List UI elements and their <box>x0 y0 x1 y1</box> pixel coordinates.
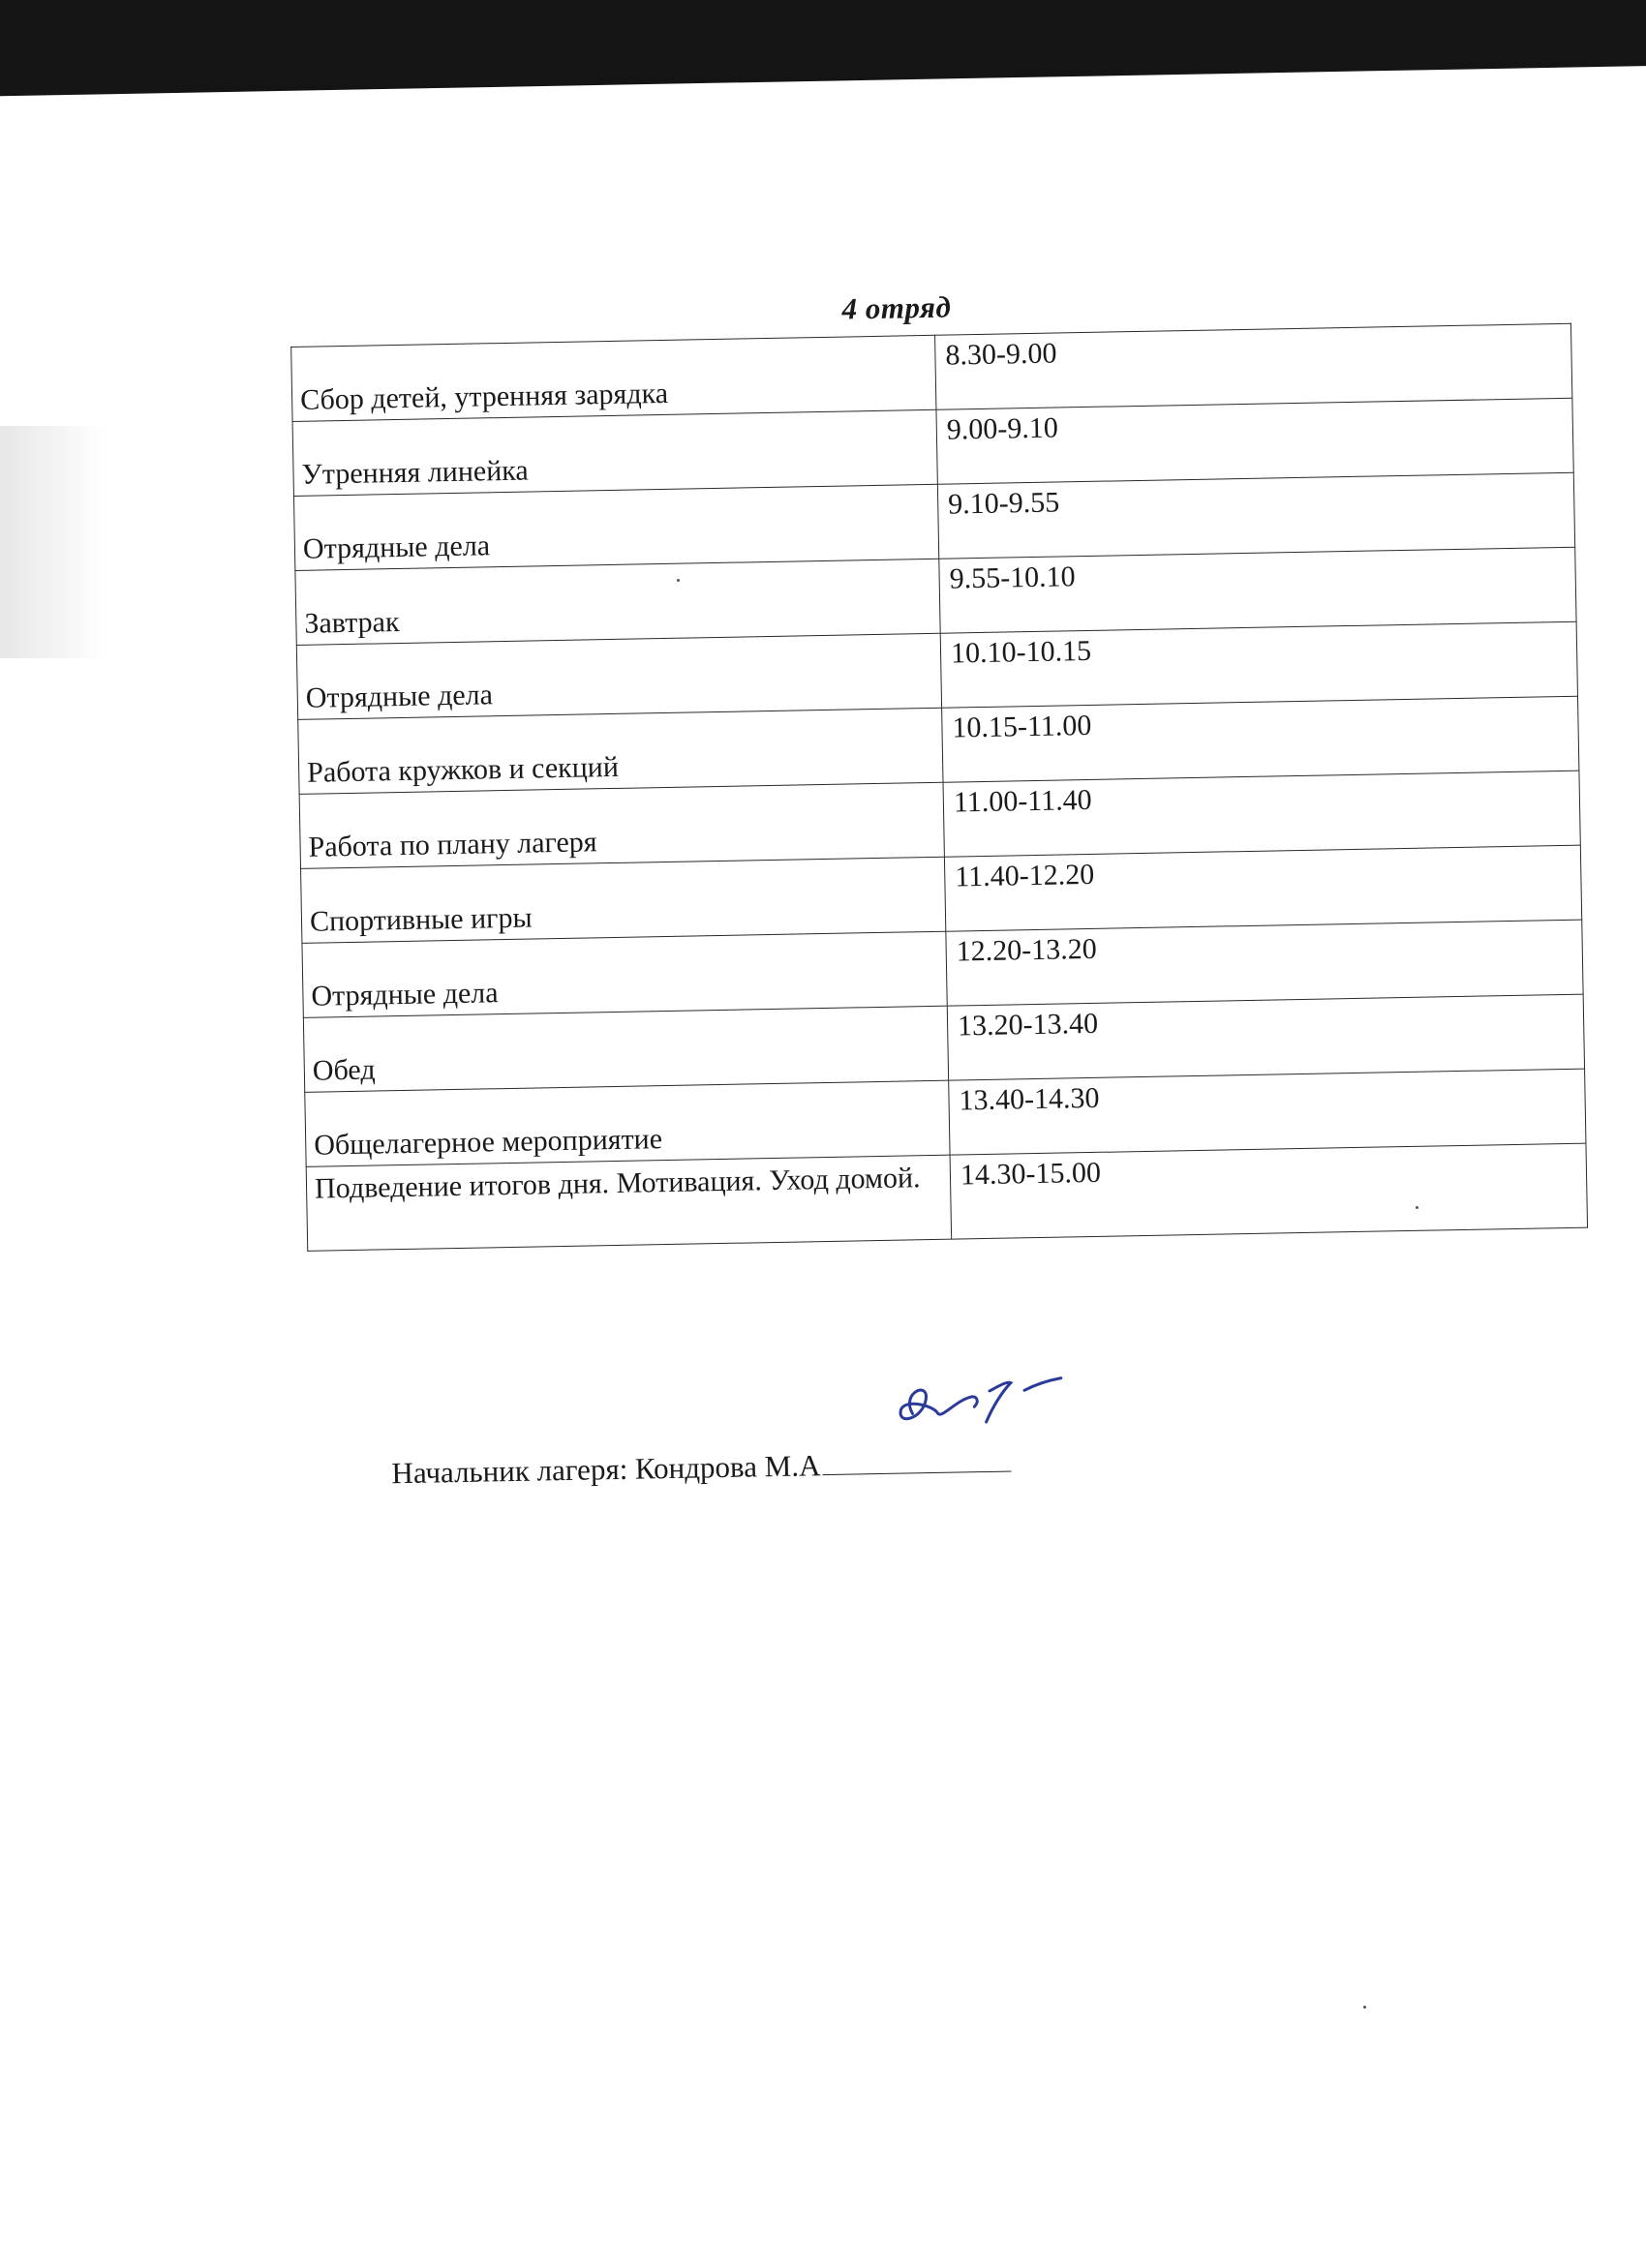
activity-label: Утренняя линейка <box>301 454 529 491</box>
time-label: 9.10-9.55 <box>947 486 1060 521</box>
signature-underline <box>822 1452 1011 1476</box>
scan-speck <box>1363 2006 1366 2009</box>
time-label: 13.20-13.40 <box>957 1007 1099 1043</box>
signature-label: Начальник лагеря: Кондрова М.А <box>391 1448 821 1491</box>
squad-title: 4 отряд <box>841 289 952 326</box>
activity-cell <box>301 857 946 943</box>
scan-speck <box>1416 1206 1418 1209</box>
activity-label: Подведение итогов дня. Мотивация. Уход домой. <box>314 1162 921 1205</box>
activity-label: Сбор детей, утренняя зарядка <box>299 377 669 416</box>
activity-cell <box>291 335 936 421</box>
time-cell <box>935 323 1572 409</box>
time-label: 9.00-9.10 <box>946 411 1059 446</box>
time-cell <box>943 771 1580 857</box>
daily-schedule-table <box>290 323 1588 1252</box>
activity-cell <box>302 931 947 1017</box>
activity-label: Отрядные дела <box>305 679 494 714</box>
handwritten-signature-icon <box>862 1360 1077 1451</box>
activity-cell <box>293 484 938 570</box>
time-cell <box>942 696 1579 782</box>
activity-cell <box>298 708 943 794</box>
time-label: 10.10-10.15 <box>950 634 1092 670</box>
time-cell <box>947 994 1584 1080</box>
time-label: 8.30-9.00 <box>945 337 1057 372</box>
time-label: 14.30-15.00 <box>960 1156 1102 1192</box>
time-label: 11.00-11.40 <box>953 783 1092 819</box>
activity-cell <box>292 409 937 496</box>
time-cell <box>944 845 1581 931</box>
activity-label: Обед <box>312 1053 376 1087</box>
time-cell <box>946 920 1583 1006</box>
time-cell <box>939 547 1576 633</box>
activity-label: Завтрак <box>304 605 400 640</box>
activity-label: Работа кружков и секций <box>306 750 620 789</box>
activity-cell <box>296 633 941 719</box>
activity-cell <box>303 1006 948 1092</box>
time-label: 13.40-14.30 <box>959 1081 1100 1117</box>
camp-director-signature-line <box>391 1445 1012 1492</box>
activity-label: Отрядные дела <box>311 977 499 1013</box>
time-cell <box>940 621 1577 708</box>
activity-cell <box>299 782 944 868</box>
time-cell <box>949 1069 1586 1155</box>
time-label: 10.15-11.00 <box>952 709 1092 744</box>
activity-cell <box>306 1155 951 1251</box>
activity-label: Отрядные дела <box>302 529 491 565</box>
time-cell <box>950 1143 1587 1239</box>
activity-label: Спортивные игры <box>309 901 533 938</box>
time-label: 12.20-13.20 <box>956 932 1097 968</box>
time-cell <box>936 398 1573 484</box>
scan-speck <box>677 579 680 582</box>
activity-cell <box>305 1080 950 1166</box>
activity-cell <box>295 559 940 645</box>
time-label: 9.55-10.10 <box>949 560 1076 595</box>
time-cell <box>937 472 1574 559</box>
activity-label: Работа по плану лагеря <box>308 826 597 863</box>
time-label: 11.40-12.20 <box>955 858 1095 893</box>
activity-label: Общелагерное мероприятие <box>313 1123 663 1162</box>
